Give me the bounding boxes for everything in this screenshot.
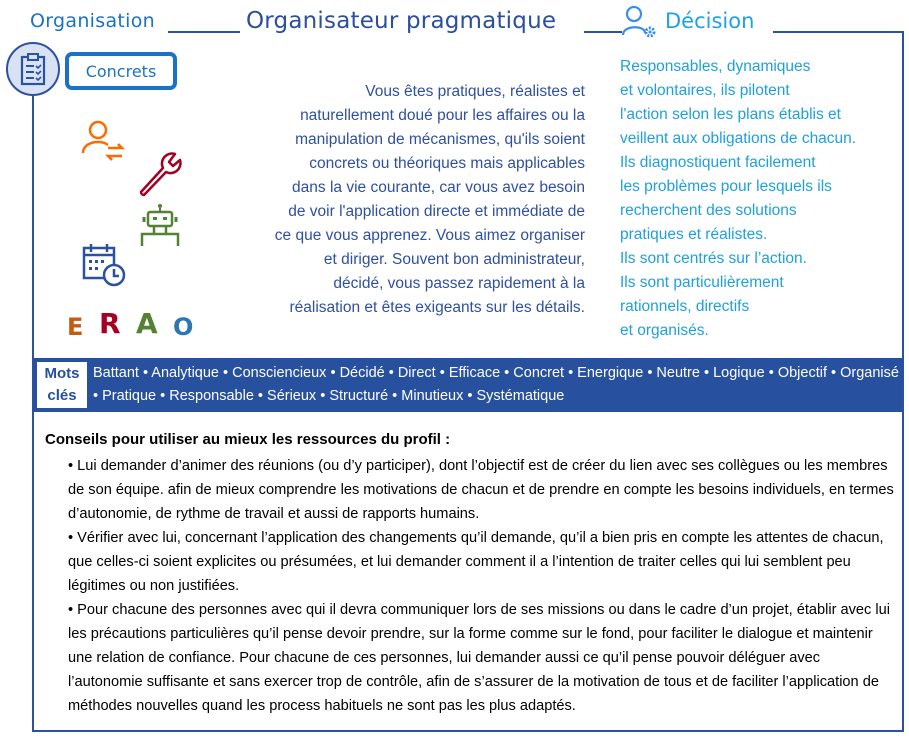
decision-line: pratiques et réalistes. <box>620 226 768 243</box>
erao-letter-e: E <box>67 313 84 341</box>
decision-line: Ils sont centrés sur l’action. <box>620 250 807 267</box>
description-line: et diriger. Souvent bon administrateur, <box>323 251 585 268</box>
keywords-label-line: Mots <box>44 365 80 382</box>
keywords-band <box>33 358 903 412</box>
conseil-item: • Vérifier avec lui, concernant l’application des changements qu’il demande, qu’il a bien pris en compte les attentes de chacun, que celles-ci soient explicites ou présumées, et lui demander comment il a l’intention de traiter celles qui lui semblent peu légitimes ou non justifiées. <box>68 530 884 594</box>
frame-left <box>32 96 34 732</box>
description-line: réalisation et êtes exigeants sur les détails. <box>289 299 585 316</box>
description-line: concrets ou théoriques mais applicables <box>309 155 585 172</box>
concrets-badge: Concrets <box>65 52 177 90</box>
decision-line: Ils diagnostiquent facilement <box>620 154 816 171</box>
user-exchange-icon <box>80 118 126 167</box>
decision-line: et organisés. <box>620 322 709 339</box>
frame-top-right <box>773 31 904 33</box>
erao-letter-o: O <box>173 313 194 341</box>
decision-line: les problèmes pour lesquels ils <box>620 178 832 195</box>
conseils-title: Conseils pour utiliser au mieux les ressources du profil : <box>45 431 451 448</box>
description-line: Vous êtes pratiques, réalistes et <box>365 83 585 100</box>
keywords-list: Battant • Analytique • Consciencieux • Décidé • Direct • Efficace • Concret • Energique • Neutre • Logique • Objectif • Organisé • Pratique • Responsable • Sérieux • Structuré • Minutieux • Systématique <box>93 365 899 404</box>
conseil-item: • Lui demander d’animer des réunions (ou d’y participer), dont l’objectif est de créer du lien avec ses collègues ou les membres de son équipe. afin de mieux comprendre les motivations de chacun et de prendre en compte les besoins individuels, en termes d’autonomie, de rythme de travail et aussi de rapports humains. <box>68 458 894 522</box>
decision-line: recherchent des solutions <box>620 202 797 219</box>
erao-letter-r: R <box>99 307 121 340</box>
decision-label: Décision <box>665 9 755 33</box>
decision-line: Responsables, dynamiques <box>620 58 811 75</box>
page-title: Organisateur pragmatique <box>246 8 557 34</box>
user-gear-icon <box>620 3 660 44</box>
clipboard-icon <box>6 42 60 96</box>
decision-line: Ils sont particulièrement <box>620 274 784 291</box>
profile-description <box>275 80 585 320</box>
keywords-label-line: clés <box>47 387 77 404</box>
robot-icon <box>140 203 180 252</box>
keywords-label <box>37 362 87 408</box>
frame-bottom <box>32 730 904 732</box>
conseils-section <box>45 430 895 718</box>
conseil-item: • Pour chacune des personnes avec qui il devra communiquer lors de ses missions ou dans le cadre d’un projet, établir avec lui les précautions particulières qu’il pense devoir prendre, sur la forme comme sur le fond, pour faciliter le dialogue et maintenir une relation de confiance. Pour chacune de ces personnes, lui demander aussi ce qu’il pense pouvoir déléguer avec l’autonomie suffisante et sans exercer trop de contrôle, afin de s’assurer de la motivation de tous et de faciliter l’application de méthodes nouvelles quand les process habituels ne sont pas les plus adaptés. <box>68 602 890 714</box>
description-line: décidé, vous passez rapidement à la <box>333 275 585 292</box>
organisation-label: Organisation <box>30 10 155 32</box>
erao-letter-a: A <box>136 307 158 340</box>
description-line: dans la vie courante, car vous avez besoin <box>292 179 585 196</box>
frame-top-left <box>168 31 240 33</box>
calendar-clock-icon <box>82 242 128 293</box>
decision-line: rationnels, directifs <box>620 298 750 315</box>
wrench-icon <box>135 150 183 203</box>
description-line: de voir l'application directe et immédiate de <box>288 203 585 220</box>
frame-top-mid <box>584 31 622 33</box>
description-line: manipulation de mécanismes, qu'ils soient <box>295 131 585 148</box>
description-line: naturellement doué pour les affaires ou la <box>300 107 585 124</box>
decision-line: veillent aux obligations de chacun. <box>620 130 857 147</box>
decision-line: l'action selon les plans établis et <box>620 106 841 123</box>
decision-line: et volontaires, ils pilotent <box>620 82 790 99</box>
decision-description <box>620 55 856 343</box>
description-line: ce que vous apprenez. Vous aimez organiser <box>274 227 585 244</box>
